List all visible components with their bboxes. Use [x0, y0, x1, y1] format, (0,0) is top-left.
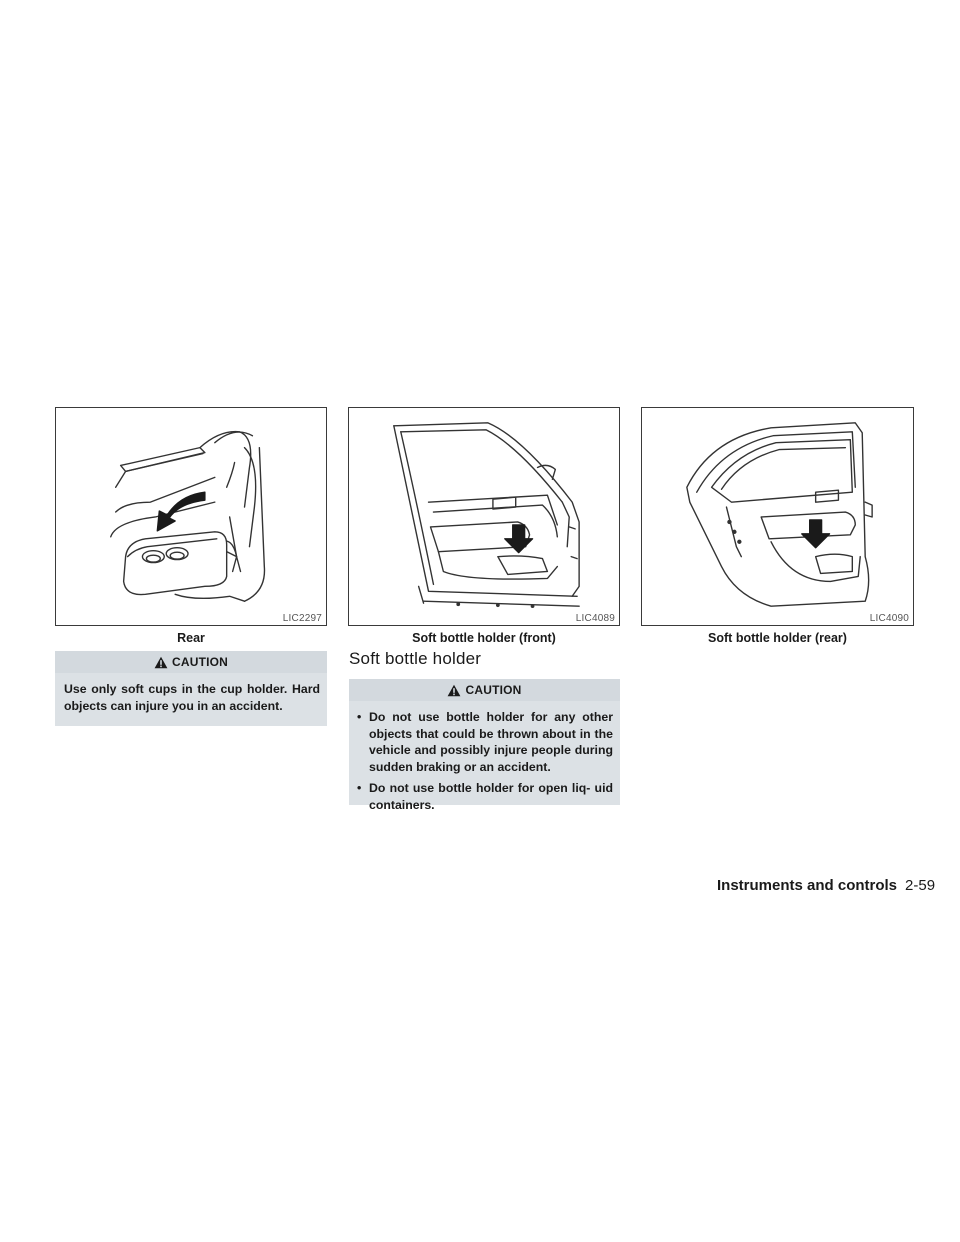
caution-box-bottle-holder [349, 679, 620, 812]
chapter-title: Instruments and controls [717, 877, 898, 894]
warning-triangle-icon [154, 656, 168, 669]
figure-caption-rear: Rear [177, 631, 205, 645]
figure-caption-rear-door: Soft bottle holder (rear) [708, 631, 847, 645]
caution-title: CAUTION [465, 683, 522, 697]
section-title: Soft bottle holder [349, 649, 482, 668]
caution-item: • Do not use bottle holder for open liq- uid containers. [355, 780, 613, 813]
figure-code: LIC4089 [575, 613, 615, 624]
caution-header [349, 679, 620, 701]
rear-armrest-cup-holder-illustration [56, 408, 326, 625]
caution-title: CAUTION [171, 655, 229, 669]
warning-triangle-icon [447, 684, 461, 697]
caution-box-cup-holder [55, 651, 327, 726]
page-number: 2-59 [905, 877, 936, 894]
figure-caption-front: Soft bottle holder (front) [412, 631, 556, 645]
rear-door-bottle-holder-illustration [642, 408, 913, 625]
figure-rear-door-bottle-holder [641, 407, 914, 626]
front-door-bottle-holder-illustration [349, 408, 619, 625]
caution-header [55, 651, 327, 673]
caution-item: • Do not use bottle holder for any other objects that could be thrown about in the vehicle and possibly injure people during sudden braking or an accident. [355, 709, 613, 775]
figure-code: LIC2297 [282, 613, 322, 624]
figure-code: LIC4090 [869, 613, 909, 624]
figure-rear-cup-holder [55, 407, 327, 626]
figure-front-door-bottle-holder [348, 407, 620, 626]
page-footer [717, 877, 935, 894]
caution-text: Use only soft cups in the cup holder. Hard objects can injure you in an accident. [64, 682, 320, 713]
